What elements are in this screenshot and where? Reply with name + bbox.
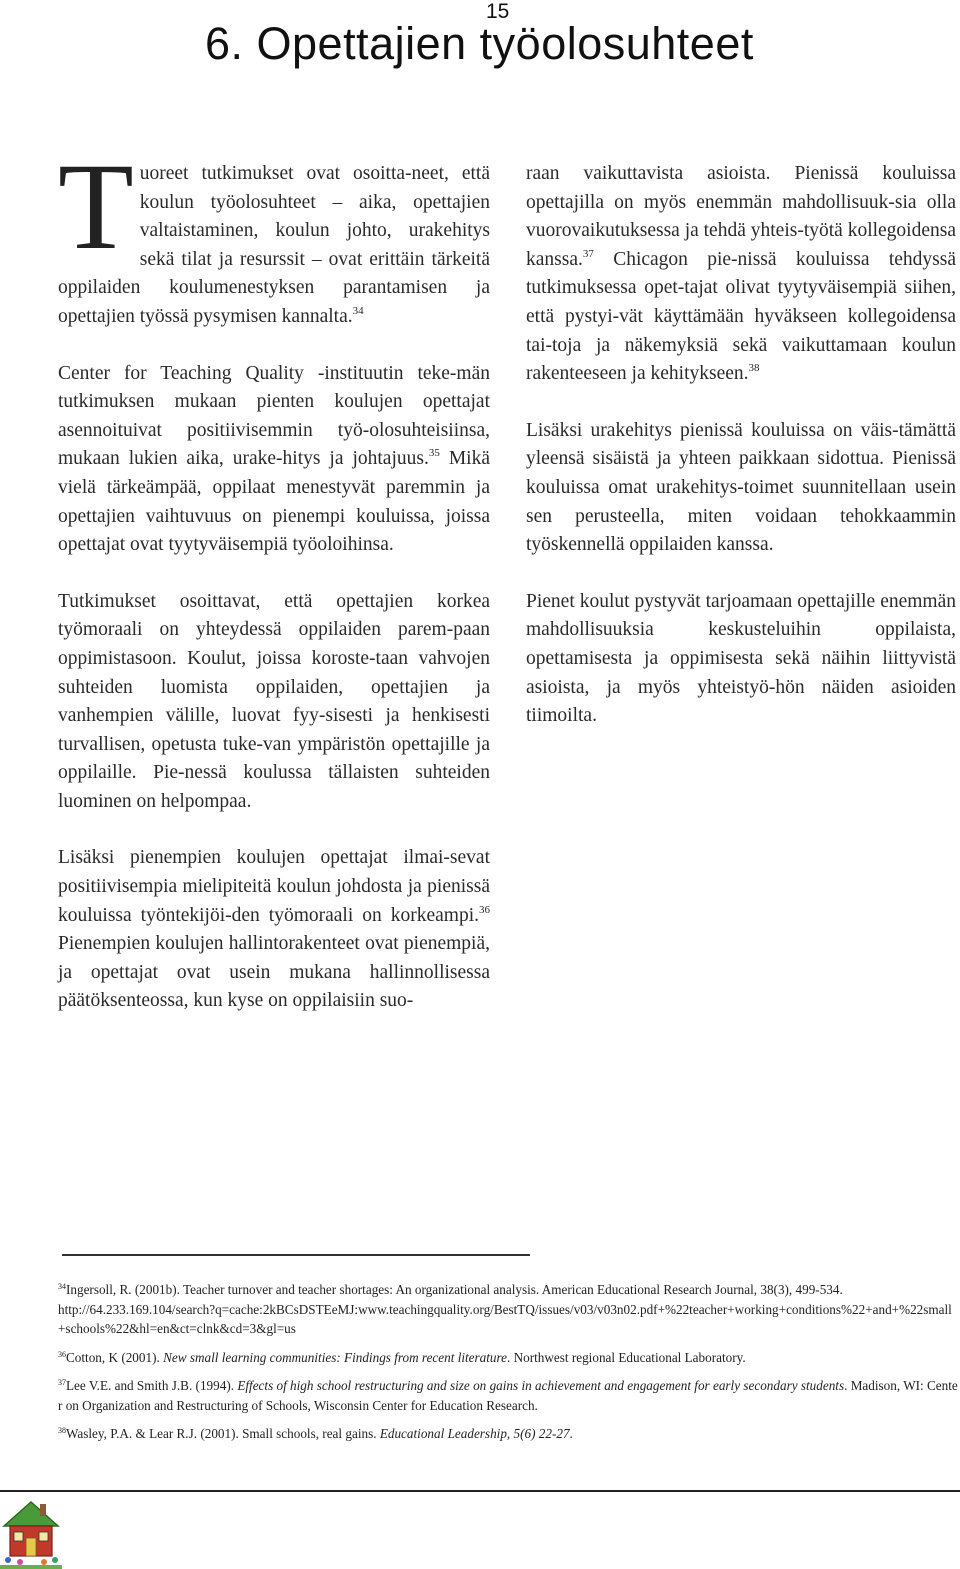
paragraph-morale (58, 588, 490, 817)
paragraph-text: Mikä vielä tärkeämpää, oppilaat menestyvät paremmin ja opettajien vaihtuvuus on pienempi kouluissa, joissa opettajat ovat tyytyväisempiä työoloihinsa. (58, 448, 490, 556)
window-left (14, 1532, 23, 1541)
school-house-icon (0, 1494, 62, 1569)
window-right (39, 1532, 48, 1541)
door (26, 1538, 36, 1556)
paragraph-text: Lisäksi pienempien koulujen opettajat ilmai-sevat positiivisempia mielipiteitä koulun johdosta ja pienissä kouluissa työntekijöi-den työmoraali on korkeampi. (58, 847, 490, 926)
ground (0, 1565, 62, 1569)
paragraph-career (526, 417, 956, 560)
footnote-ref[interactable]: 36 (479, 903, 490, 916)
paragraph-discussion (526, 588, 956, 731)
paragraph-text: Pienet koulut pystyvät tarjoamaan opettajille enemmän mahdollisuuksia keskusteluihin oppilaista, opettamisesta ja oppimisesta sekä näihin liittyvistä asioista, ja myös yhteistyö-hön näiden asioiden tiimoilta. (526, 590, 956, 727)
footnote-ref[interactable]: 38 (748, 362, 760, 375)
footnote-divider (62, 1254, 530, 1256)
footnote-ref[interactable]: 34 (352, 304, 364, 317)
footnote-ref[interactable]: 37 (582, 247, 594, 260)
footnote-text: . Madison, WI: Center on Organization and Restructuring of Schools, Wisconsin Center for Education Research. (58, 1378, 958, 1413)
footnote-title: Educational Leadership, 5(6) 22-27 (379, 1426, 570, 1441)
child-4 (52, 1557, 58, 1563)
footnote-url[interactable]: http://64.233.169.104/search?q=cache:2kBCsDSTEeMJ:www.teachingquality.org/BestTQ/issues/v03/v03n02.pdf+%22teacher+working+conditions%22+and+%22small+schools%22&hl=en&ct=clnk&cd=3&gl=us (58, 1301, 952, 1336)
paragraph-intro (58, 138, 490, 332)
paragraph-collaboration (526, 160, 956, 389)
footnote-ref[interactable]: 35 (428, 447, 440, 460)
paragraph-text: Chicagon pie-nissä kouluissa tehdyssä tutkimuksessa opet-tajat olivat tyytyväisempiä siihen, että pystyi-vät käyttämään hyväkseen kollegoidensa tai-toja ja näkemyksiä sekä vaikuttamaan koulun rakenteeseen ja kehitykseen. (526, 248, 956, 385)
left-column (58, 138, 490, 1044)
footnote-38 (58, 1424, 958, 1444)
paragraph-text: Center for Teaching Quality -instituutin teke-män tutkimuksen mukaan pienten koulujen opettajat asennoituivat positiivisemmin työ-olosuhteisiinsa, mukaan lukien aika, urake-hitys ja johtajuus. (58, 362, 490, 470)
child-3 (41, 1559, 47, 1565)
footnote-number: 34 (58, 1282, 66, 1291)
child-2 (17, 1559, 23, 1565)
footnote-title: New small learning communities: Findings from recent literature (163, 1349, 508, 1365)
child-1 (5, 1557, 11, 1563)
footnote-number: 36 (58, 1349, 66, 1359)
roof (4, 1502, 58, 1526)
footnote-number: 37 (58, 1378, 66, 1387)
drop-cap: T (58, 138, 134, 275)
paragraph-ctq (58, 360, 490, 560)
footnote-text: . Northwest regional Educational Laboratory. (507, 1349, 746, 1365)
footnote-36 (58, 1348, 958, 1368)
paragraph-text: Tutkimukset osoittavat, että opettajien korkea työmoraali on yhteydessä oppilaiden parem-paan oppimistasoon. Koulut, joissa koroste-taan vahvojen suhteiden luomista oppilaiden, opettajien ja vanhempien välille, luovat fyy-sisesti ja henkisesti turvallisen, opetusta tuke-van ympäristön opettajille ja oppilaille. Pie-nessä koulussa tällaisten suhteiden luominen on helpompaa. (58, 590, 490, 812)
chimney (40, 1504, 46, 1516)
footnote-text: Cotton, K (2001). (66, 1349, 164, 1365)
footnote-text: . (569, 1426, 573, 1441)
paragraph-intro-text: uoreet tutkimukset ovat osoitta-neet, että koulun työolosuhteet – aika, opettajien valtaistaminen, koulun johto, urakehitys sekä tilat ja resurssit – ovat erittäin tärkeitä oppilaiden koulumenestyksen parantamisen ja opettajien työssä pysymisen kannalta. (58, 163, 490, 327)
footnote-text: Lee V.E. and Smith J.B. (1994). (66, 1378, 238, 1393)
footnotes (58, 1280, 958, 1453)
footnote-title: Effects of high school restructuring and size on gains in achievement and engagement for early secondary students (237, 1378, 845, 1393)
paragraph-text: Lisäksi urakehitys pienissä kouluissa on väis-tämättä yleensä sisäistä ja yhteen paikkaan sidottua. Pienissä kouluissa omat urakehitys-toimet suunnitellaan usein sen perusteella, miten voidaan tehokkaammin työskennellä oppilaiden kanssa. (526, 419, 956, 556)
footnote-37 (58, 1376, 958, 1415)
paragraph-text: Pienempien koulujen hallintorakenteet ovat pienempiä, ja opettajat ovat usein mukana hallinnollisessa päätöksenteossa, kun kyse on oppilaisiin suo- (58, 933, 490, 1012)
footnote-34 (58, 1280, 958, 1339)
footnote-text: Ingersoll, R. (2001b). Teacher turnover and teacher shortages: An organizational analysis. American Educational Research Journal, 38(3), 499-534. (66, 1282, 843, 1297)
paragraph-leadership (58, 844, 490, 1016)
paragraph-text: raan vaikuttavista asioista. Pienissä kouluissa opettajilla on myös enemmän mahdollisuuk-sia olla vuorovaikutuksessa ja tehdä yhteis-työtä kollegoidensa kanssa. (526, 163, 956, 270)
page-title: 6. Opettajien työolosuhteet (205, 18, 754, 69)
page-number: 15 (486, 0, 510, 23)
right-column (526, 160, 956, 759)
bottom-divider (0, 1490, 960, 1492)
footnote-number: 38 (58, 1426, 66, 1435)
footnote-text: Wasley, P.A. & Lear R.J. (2001). Small schools, real gains. (66, 1426, 380, 1441)
